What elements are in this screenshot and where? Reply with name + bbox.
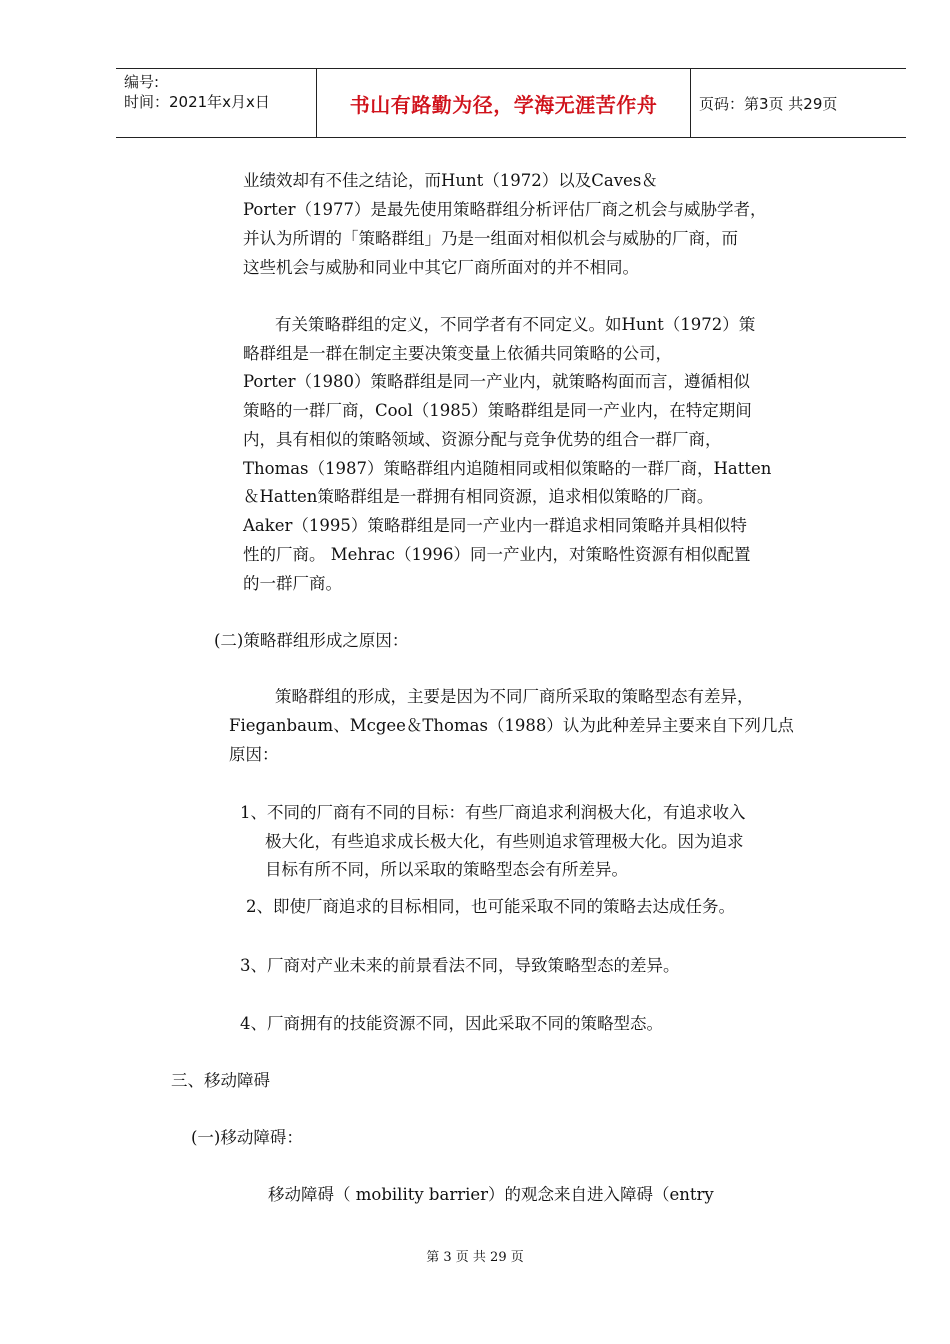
body-line: 性的厂商。 Mehrac（1996）同一产业内，对策略性资源有相似配置 bbox=[243, 545, 751, 564]
page-footer: 第 3 页 共 29 页 bbox=[426, 1250, 524, 1265]
body-line: Fieganbaum、Mcgee＆Thomas（1988）认为此种差异主要来自下列几点 bbox=[229, 716, 794, 735]
list-item-continuation: 目标有所不同，所以采取的策略型态会有所差异。 bbox=[265, 860, 628, 879]
list-item: 1、不同的厂商有不同的目标：有些厂商追求利润极大化，有追求收入 bbox=[240, 803, 746, 822]
list-item: 4、厂商拥有的技能资源不同，因此采取不同的策略型态。 bbox=[240, 1014, 663, 1033]
list-item: 3、厂商对产业未来的前景看法不同，导致策略型态的差异。 bbox=[240, 956, 680, 975]
body-line: Porter（1977）是最先使用策略群组分析评估厂商之机会与威胁学者， bbox=[243, 200, 767, 219]
body-line: 策略群组的形成，主要是因为不同厂商所采取的策略型态有差异， bbox=[275, 687, 754, 706]
body-line: 业绩效却有不佳之结论，而Hunt（1972）以及Caves＆ bbox=[243, 171, 658, 190]
body-line: 策略的一群厂商，Cool（1985）策略群组是同一产业内，在特定期间 bbox=[243, 401, 752, 420]
header-meta bbox=[116, 69, 317, 137]
body-line: 并认为所谓的「策略群组」乃是一组面对相似机会与威胁的厂商，而 bbox=[243, 229, 738, 248]
body-line: 的一群厂商。 bbox=[243, 574, 342, 593]
header-page-number: 页码：第3页 共29页 bbox=[699, 94, 838, 113]
header-motto: 书山有路勤为径，学海无涯苦作舟 bbox=[317, 69, 691, 137]
body-line: Porter（1980）策略群组是同一产业内，就策略构面而言，遵循相似 bbox=[243, 372, 751, 391]
body-line: Thomas（1987）策略群组内追随相同或相似策略的一群厂商，Hatten bbox=[243, 459, 772, 478]
document-number: 编号: bbox=[124, 73, 160, 91]
body-line: 内，具有相似的策略领域、资源分配与竞争优势的组合一群厂商， bbox=[243, 430, 722, 449]
chapter-heading: 三、移动障碍 bbox=[171, 1071, 270, 1090]
section-heading: (二)策略群组形成之原因： bbox=[214, 631, 409, 650]
body-line: 有关策略群组的定义，不同学者有不同定义。如Hunt（1972）策 bbox=[275, 315, 756, 334]
body-line: ＆Hatten策略群组是一群拥有相同资源，追求相似策略的厂商。 bbox=[243, 487, 714, 506]
document-time: 时间：2021年x月x日 bbox=[124, 93, 270, 111]
body-line: 原因： bbox=[229, 745, 279, 764]
section-heading: (一)移动障碍： bbox=[191, 1128, 303, 1147]
list-item: 2、即使厂商追求的目标相同，也可能采取不同的策略去达成任务。 bbox=[246, 897, 735, 916]
page-header bbox=[116, 68, 906, 138]
body-line: Aaker（1995）策略群组是同一产业内一群追求相同策略并具相似特 bbox=[243, 516, 747, 535]
body-line: 这些机会与威胁和同业中其它厂商所面对的并不相同。 bbox=[243, 258, 639, 277]
body-line: 移动障碍（ mobility barrier）的观念来自进入障碍（entry bbox=[268, 1185, 714, 1204]
list-item-continuation: 极大化，有些追求成长极大化，有些则追求管理极大化。因为追求 bbox=[265, 832, 744, 851]
body-line: 略群组是一群在制定主要决策变量上依循共同策略的公司， bbox=[243, 344, 672, 363]
